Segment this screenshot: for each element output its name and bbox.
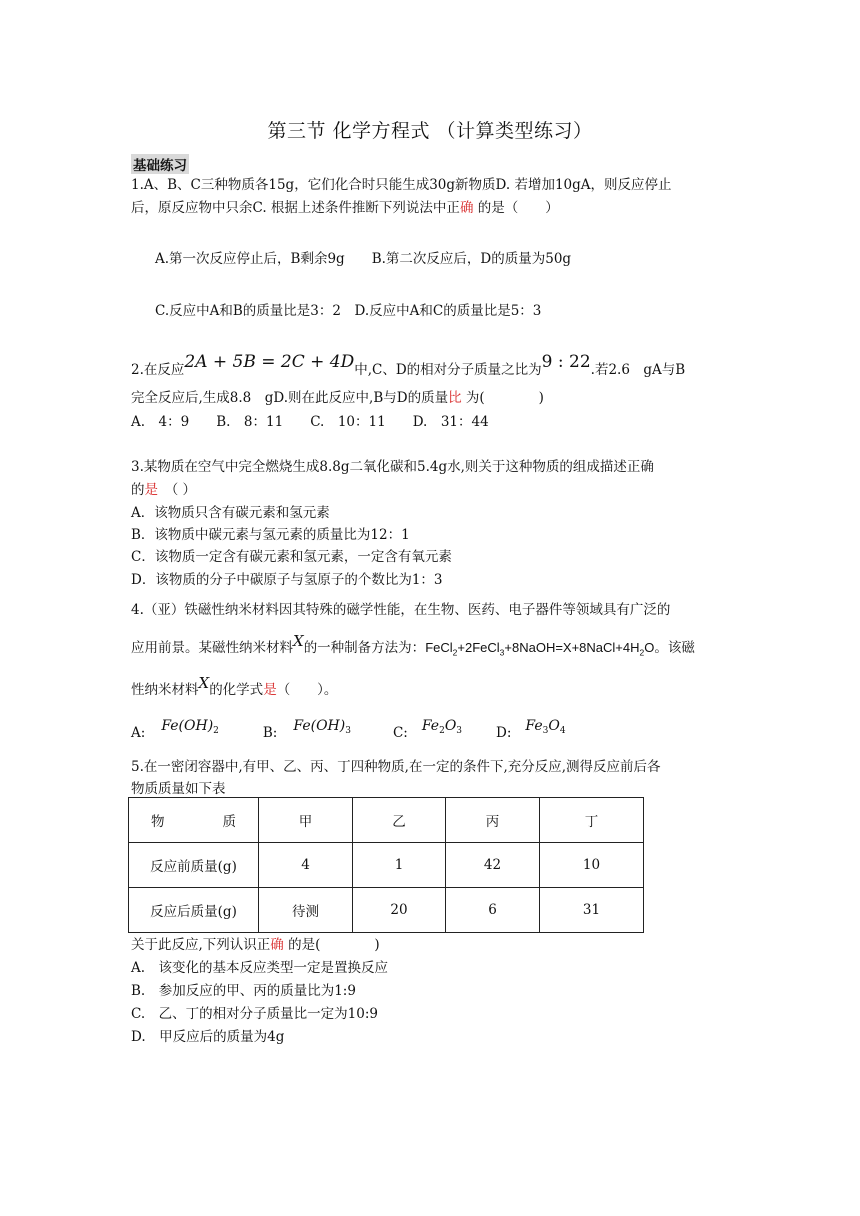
q3-option-b: B．该物质中碳元素与氢元素的质量比为12：1 bbox=[131, 527, 410, 543]
q2-line1: 2.在反应2A + 5B = 2C + 4D中,C、D的相对分子质量之比为9 : 22.若2.6 gA与B bbox=[131, 352, 686, 378]
table-cell: 丙 bbox=[446, 798, 540, 843]
table-cell: 10 bbox=[540, 843, 644, 888]
q5-after-table: 关于此反应,下列认识正确 的是( ) bbox=[131, 937, 380, 953]
q1-line1: 1.A、B、C三种物质各15g，它们化合时只能生成30g新物质D. 若增加10gA，则反应停止 bbox=[131, 177, 672, 193]
table-cell: 1 bbox=[353, 843, 446, 888]
q4-options: A: $Fe(OH)_2$ B: $Fe(OH)_3$ C: $Fe_2O_3$ D: $Fe_3O_4$ bbox=[131, 718, 566, 741]
q3-option-c: C．该物质一定含有碳元素和氢元素，一定含有氧元素 bbox=[131, 549, 452, 565]
q1-options-ab: A.第一次反应停止后，B剩余9g B.第二次反应后，D的质量为50g bbox=[155, 251, 572, 267]
q4-red-char: 是 bbox=[263, 682, 277, 698]
q4-option-c-formula: $Fe_2O_3$ bbox=[421, 718, 463, 736]
q4-option-b-formula: $Fe(OH)_3$ bbox=[293, 718, 351, 736]
table-cell: 甲 bbox=[259, 798, 353, 843]
q5-line2: 物质质量如下表 bbox=[131, 781, 226, 797]
table-cell: 42 bbox=[446, 843, 540, 888]
q5-option-d: D. 甲反应后的质量为4g bbox=[131, 1029, 285, 1045]
table-row bbox=[129, 888, 644, 933]
q2-red-char: 比 bbox=[448, 390, 462, 406]
mass-table bbox=[128, 797, 644, 933]
table-cell: 物 质 bbox=[129, 798, 259, 843]
q4-var-x: X bbox=[293, 632, 304, 650]
q1-red-char: 确 bbox=[459, 200, 474, 216]
q3-line2: 的是 （ ） bbox=[131, 482, 197, 498]
q5-red-char: 确 bbox=[270, 937, 284, 953]
table-cell: 乙 bbox=[353, 798, 446, 843]
table-cell: 丁 bbox=[540, 798, 644, 843]
q3-red-char: 是 bbox=[144, 482, 158, 498]
table-cell: 31 bbox=[540, 888, 644, 933]
q2-line2: 完全反应后,生成8.8 gD.则在此反应中,B与D的质量比 为( ) bbox=[131, 390, 544, 406]
q3-line1: 3.某物质在空气中完全燃烧生成8.8g二氧化碳和5.4g水,则关于这种物质的组成描述正确 bbox=[131, 459, 654, 475]
table-cell: 4 bbox=[259, 843, 353, 888]
table-cell: 待测 bbox=[259, 888, 353, 933]
q2-ratio: 9 : 22 bbox=[541, 352, 591, 372]
q2-options: A. 4：9 B. 8：11 C. 10：11 D. 31：44 bbox=[131, 414, 489, 430]
table-cell: 反应后质量(g) bbox=[129, 888, 259, 933]
q4-line3: 性纳米材料X的化学式是（ ）。 bbox=[131, 674, 338, 698]
q4-option-a-formula: $Fe(OH)_2$ bbox=[161, 718, 219, 736]
q3-option-a: A．该物质只含有碳元素和氢元素 bbox=[131, 505, 330, 521]
q4-reaction-equation: $FeCl_2+2FeCl_3+8NaOH=X+8NaCl+4H_2O$ bbox=[425, 640, 655, 658]
section-heading: 基础练习 bbox=[131, 154, 189, 174]
table-header-row bbox=[129, 798, 644, 843]
q4-line1: 4.（亚）铁磁性纳米材料因其特殊的磁学性能，在生物、医药、电子器件等领域具有广泛的 bbox=[131, 602, 671, 618]
q4-option-d-formula: $Fe_3O_4$ bbox=[525, 718, 566, 736]
q1-line2: 后，原反应物中只余C. 根据上述条件推断下列说法中正确 的是（ ） bbox=[131, 200, 559, 216]
q5-option-a: A. 该变化的基本反应类型一定是置换反应 bbox=[131, 960, 389, 976]
q5-option-b: B. 参加反应的甲、丙的质量比为1:9 bbox=[131, 983, 356, 999]
table-row bbox=[129, 843, 644, 888]
q4-line2: 应用前景。某磁性纳米材料X的一种制备方法为：$FeCl_2+2FeCl_3+8NaOH=X+8NaCl+4H_2O$。该磁 bbox=[131, 632, 695, 658]
page-title: 第三节 化学方程式 （计算类型练习） bbox=[267, 120, 593, 142]
table-cell: 20 bbox=[353, 888, 446, 933]
table-cell: 6 bbox=[446, 888, 540, 933]
q5-line1: 5.在一密闭容器中,有甲、乙、丙、丁四种物质,在一定的条件下,充分反应,测得反应前后各 bbox=[131, 759, 661, 775]
q1-options-cd: C.反应中A和B的质量比是3：2 D.反应中A和C的质量比是5：3 bbox=[155, 303, 542, 319]
q2-equation: 2A + 5B = 2C + 4D bbox=[184, 352, 355, 372]
table-cell: 反应前质量(g) bbox=[129, 843, 259, 888]
q3-option-d: D．该物质的分子中碳原子与氢原子的个数比为1：3 bbox=[131, 572, 443, 588]
q5-option-c: C. 乙、丁的相对分子质量比一定为10:9 bbox=[131, 1006, 378, 1022]
